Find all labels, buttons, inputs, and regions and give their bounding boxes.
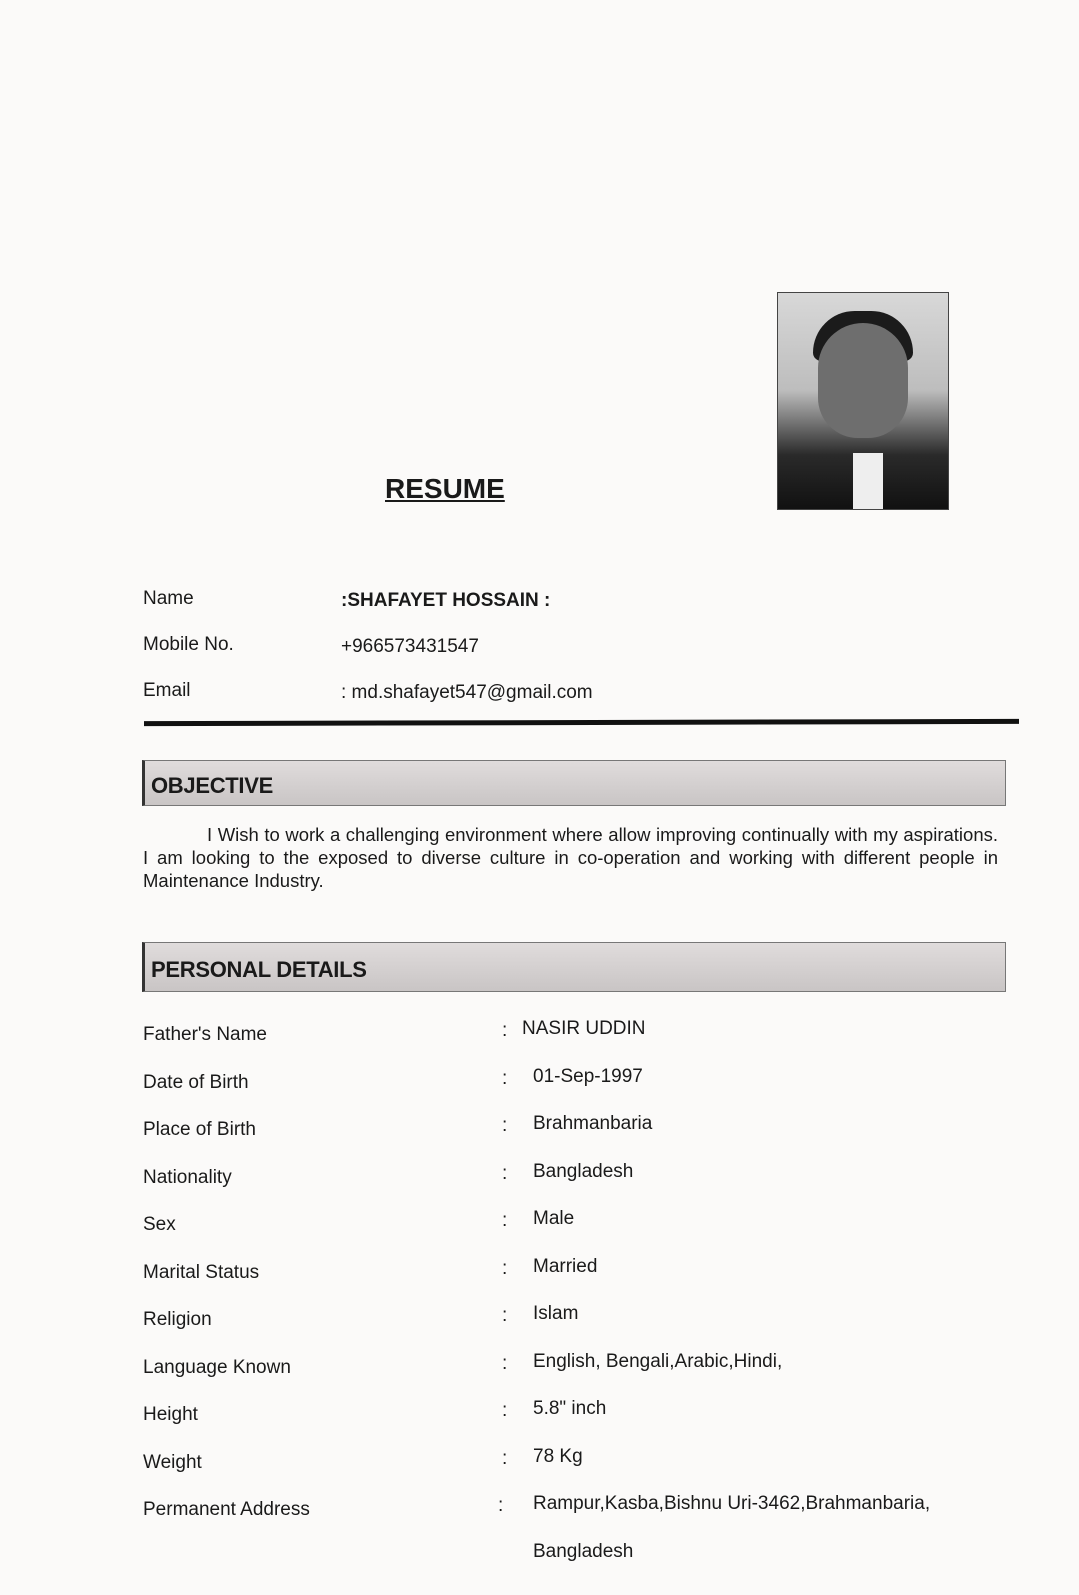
detail-value: Islam — [533, 1303, 579, 1324]
detail-label: Permanent Address — [143, 1499, 310, 1520]
detail-value: English, Bengali,Arabic,Hindi, — [533, 1350, 783, 1372]
detail-separator: : — [502, 1447, 508, 1469]
photo-face — [818, 323, 908, 438]
detail-separator: : — [502, 1162, 508, 1184]
objective-text — [143, 823, 998, 892]
detail-value: Rampur,Kasba,Bishnu Uri-3462,Brahmanbaria, — [533, 1493, 931, 1514]
objective-body: I Wish to work a challenging environment where allow improving continually with my aspirations. I am looking to the exposed to diverse culture in co-operation and working with different people in Maintenance Industry. — [143, 824, 998, 891]
detail-label: Religion — [143, 1309, 212, 1330]
name-label: Name — [143, 588, 194, 609]
detail-label: Weight — [143, 1451, 202, 1473]
mobile-label: Mobile No. — [143, 634, 234, 655]
detail-value: 78 Kg — [533, 1445, 583, 1467]
detail-label: Language Known — [143, 1356, 291, 1378]
personal-details-header — [142, 942, 1006, 992]
detail-separator: : — [502, 1020, 508, 1041]
name-value: :SHAFAYET HOSSAIN : — [341, 590, 551, 611]
detail-label: Marital Status — [143, 1261, 260, 1283]
detail-label: Sex — [143, 1214, 176, 1235]
detail-value: 5.8" inch — [533, 1398, 607, 1419]
detail-value: Male — [533, 1208, 575, 1229]
detail-separator: : — [502, 1115, 508, 1136]
detail-label: Father's Name — [143, 1024, 268, 1045]
objective-heading: OBJECTIVE — [151, 773, 273, 798]
divider — [144, 719, 1019, 726]
profile-photo — [777, 292, 949, 510]
detail-separator: : — [502, 1067, 508, 1089]
detail-value: 01-Sep-1997 — [533, 1065, 643, 1087]
detail-value: Brahmanbaria — [533, 1113, 653, 1134]
detail-label: Place of Birth — [143, 1119, 256, 1140]
email-value: : md.shafayet547@gmail.com — [341, 682, 593, 703]
detail-separator: : — [498, 1495, 504, 1516]
document-title: RESUME — [385, 473, 505, 504]
detail-separator: : — [502, 1352, 508, 1374]
detail-value: Bangladesh — [533, 1160, 634, 1182]
detail-separator: : — [502, 1305, 508, 1326]
detail-value-continued: Bangladesh — [533, 1541, 634, 1562]
detail-label: Date of Birth — [143, 1071, 249, 1093]
detail-label: Height — [143, 1404, 198, 1425]
mobile-value: +966573431547 — [341, 636, 479, 657]
photo-shirt — [853, 453, 883, 509]
detail-value: Married — [533, 1255, 598, 1277]
detail-separator: : — [502, 1400, 508, 1421]
detail-separator: : — [502, 1210, 508, 1231]
personal-details-heading: PERSONAL DETAILS — [151, 957, 367, 982]
detail-value: NASIR UDDIN — [522, 1018, 646, 1039]
objective-header — [142, 760, 1006, 806]
detail-separator: : — [502, 1257, 508, 1279]
detail-label: Nationality — [143, 1166, 232, 1188]
email-label: Email — [143, 680, 191, 701]
